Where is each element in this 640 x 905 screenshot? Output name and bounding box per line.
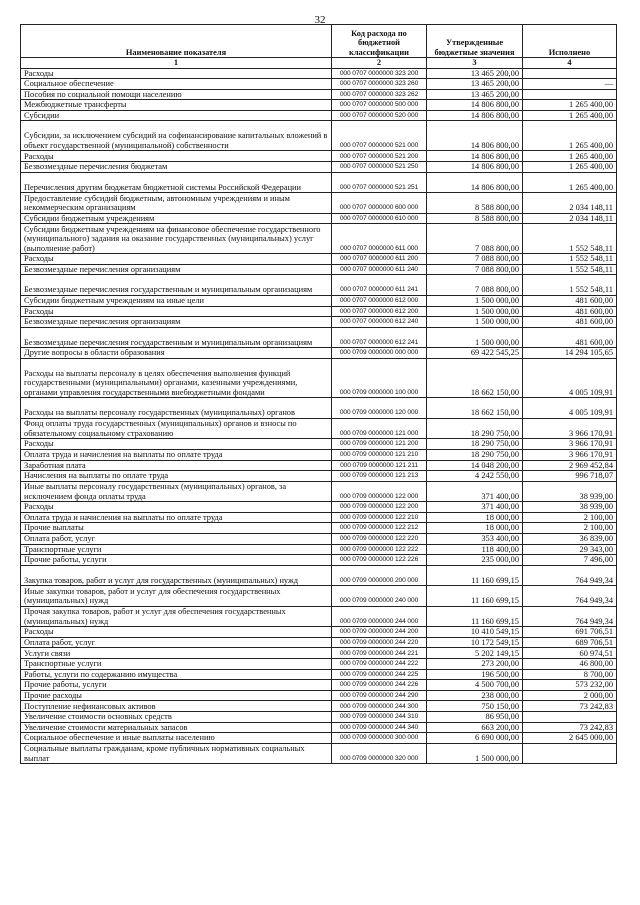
row-executed: 1 265 400,00 [523, 172, 617, 193]
row-code: 000 0707 0000000 612 200 [332, 306, 427, 317]
row-name: Фонд оплаты труда государственных (муниципальных) органов и взносы по обязательному социальному страхованию [21, 418, 332, 439]
row-approved: 196 500,00 [427, 669, 523, 680]
table-row [21, 523, 617, 534]
row-approved: 14 806 800,00 [427, 151, 523, 162]
row-name: Другие вопросы в области образования [21, 348, 332, 359]
row-approved: 86 950,00 [427, 712, 523, 723]
row-approved: 14 806 800,00 [427, 162, 523, 173]
row-executed: 8 700,00 [523, 669, 617, 680]
table-row [21, 439, 617, 450]
row-code: 000 0709 0000000 122 222 [332, 544, 427, 555]
table-row [21, 254, 617, 265]
table-row [21, 722, 617, 733]
row-code: 000 0709 0000000 122 000 [332, 481, 427, 502]
table-row [21, 306, 617, 317]
row-name: Прочая закупка товаров, работ и услуг для обеспечения государственных (муниципальных) нужд [21, 606, 332, 627]
row-name: Субсидии бюджетным учреждениям [21, 213, 332, 224]
row-name: Расходы [21, 439, 332, 450]
table-row [21, 555, 617, 566]
row-name: Расходы [21, 306, 332, 317]
row-approved: 18 000,00 [427, 523, 523, 534]
row-executed: 38 939,00 [523, 502, 617, 513]
row-executed [523, 68, 617, 79]
row-name: Расходы на выплаты персоналу государственных (муниципальных) органов [21, 398, 332, 419]
header-code: Код расхода по бюджетной классификации [332, 25, 427, 58]
row-code: 000 0709 0000000 244 222 [332, 659, 427, 670]
budget-execution-table [20, 24, 617, 764]
table-row [21, 743, 617, 764]
row-name: Оплата труда и начисления на выплаты по оплате труда [21, 512, 332, 523]
row-approved: 13 465 200,00 [427, 89, 523, 100]
row-name: Расходы [21, 627, 332, 638]
table-row [21, 264, 617, 275]
row-name: Субсидии, за исключением субсидий на софинансирование капитальных вложений в объект государственной (муниципальной) собственности [21, 121, 332, 151]
row-name: Транспортные услуги [21, 659, 332, 670]
row-executed: 1 265 400,00 [523, 162, 617, 173]
row-code: 000 0709 0000000 122 200 [332, 502, 427, 513]
row-name: Расходы [21, 68, 332, 79]
row-executed: 1 552 548,11 [523, 275, 617, 296]
table-row [21, 398, 617, 419]
table-row [21, 172, 617, 193]
header-executed: Исполнено [523, 25, 617, 58]
row-executed: 764 949,34 [523, 565, 617, 586]
row-approved: 14 806 800,00 [427, 110, 523, 121]
table-row [21, 317, 617, 328]
row-executed: 1 265 400,00 [523, 100, 617, 111]
table-row [21, 358, 617, 398]
row-code: 000 0709 0000000 244 340 [332, 722, 427, 733]
row-name: Безвозмездные перечисления государственным и муниципальным организациям [21, 327, 332, 348]
row-code: 000 0707 0000000 521 250 [332, 162, 427, 173]
row-code: 000 0707 0000000 610 000 [332, 213, 427, 224]
row-executed [523, 89, 617, 100]
row-executed: 2 034 148,11 [523, 213, 617, 224]
row-name: Поступление нефинансовых активов [21, 701, 332, 712]
table-row [21, 502, 617, 513]
row-executed: 481 600,00 [523, 327, 617, 348]
row-code: 000 0707 0000000 600 000 [332, 193, 427, 214]
row-executed: 7 496,00 [523, 555, 617, 566]
row-name: Социальное обеспечение и иные выплаты населению [21, 733, 332, 744]
row-code: 000 0709 0000000 244 226 [332, 680, 427, 691]
row-name: Увеличение стоимости материальных запасов [21, 722, 332, 733]
row-approved: 371 400,00 [427, 502, 523, 513]
row-name: Расходы [21, 502, 332, 513]
row-code: 000 0709 0000000 244 290 [332, 690, 427, 701]
row-executed: 2 000,00 [523, 690, 617, 701]
row-name: Начисления на выплаты по оплате труда [21, 471, 332, 482]
row-code: 000 0707 0000000 611 000 [332, 224, 427, 254]
table-row [21, 512, 617, 523]
row-code: 000 0709 0000000 244 200 [332, 627, 427, 638]
table-row [21, 110, 617, 121]
row-approved: 14 806 800,00 [427, 100, 523, 111]
table-row [21, 295, 617, 306]
row-code: 000 0707 0000000 323 200 [332, 68, 427, 79]
row-executed [523, 743, 617, 764]
row-approved: 273 200,00 [427, 659, 523, 670]
row-name: Услуги связи [21, 648, 332, 659]
row-approved: 13 465 200,00 [427, 68, 523, 79]
row-code: 000 0707 0000000 323 262 [332, 89, 427, 100]
table-row [21, 565, 617, 586]
row-code: 000 0709 0000000 120 000 [332, 398, 427, 419]
row-code: 000 0709 0000000 121 200 [332, 439, 427, 450]
row-executed: 481 600,00 [523, 317, 617, 328]
row-name: Безвозмездные перечисления бюджетам [21, 162, 332, 173]
row-name: Транспортные услуги [21, 544, 332, 555]
row-approved: 118 400,00 [427, 544, 523, 555]
row-code: 000 0709 0000000 122 210 [332, 512, 427, 523]
table-row [21, 627, 617, 638]
row-approved: 18 662 150,00 [427, 358, 523, 398]
row-name: Субсидии бюджетным учреждениям на финансовое обеспечение государственного (муниципального) задания на оказание государственных (муниципальных) услуг (выполнение работ) [21, 224, 332, 254]
table-row [21, 586, 617, 607]
row-executed: 481 600,00 [523, 295, 617, 306]
table-row [21, 680, 617, 691]
row-executed: 996 718,07 [523, 471, 617, 482]
row-code: 000 0709 0000000 244 300 [332, 701, 427, 712]
column-number: 4 [523, 58, 617, 69]
row-code: 000 0707 0000000 520 000 [332, 110, 427, 121]
row-code: 000 0709 0000000 244 310 [332, 712, 427, 723]
table-row [21, 213, 617, 224]
table-row [21, 89, 617, 100]
row-executed: 3 966 170,91 [523, 449, 617, 460]
row-code: 000 0707 0000000 612 240 [332, 317, 427, 328]
row-executed: — [523, 79, 617, 90]
row-name: Прочие работы, услуги [21, 680, 332, 691]
row-executed: 46 800,00 [523, 659, 617, 670]
table-row [21, 648, 617, 659]
row-executed: 36 839,00 [523, 533, 617, 544]
row-executed: 1 265 400,00 [523, 110, 617, 121]
row-approved: 10 172 549,15 [427, 637, 523, 648]
row-executed: 38 939,00 [523, 481, 617, 502]
row-name: Прочие работы, услуги [21, 555, 332, 566]
row-executed: 1 265 400,00 [523, 121, 617, 151]
row-code: 000 0709 0000000 244 220 [332, 637, 427, 648]
row-name: Увеличение стоимости основных средств [21, 712, 332, 723]
row-approved: 14 806 800,00 [427, 172, 523, 193]
row-approved: 11 160 699,15 [427, 606, 523, 627]
table-row [21, 690, 617, 701]
row-code: 000 0707 0000000 500 000 [332, 100, 427, 111]
table-row [21, 544, 617, 555]
row-approved: 4 500 700,00 [427, 680, 523, 691]
table-row [21, 460, 617, 471]
row-code: 000 0707 0000000 611 240 [332, 264, 427, 275]
table-row [21, 669, 617, 680]
row-approved: 13 465 200,00 [427, 79, 523, 90]
row-name: Социальное обеспечение [21, 79, 332, 90]
row-approved: 6 690 000,00 [427, 733, 523, 744]
row-approved: 18 290 750,00 [427, 439, 523, 450]
row-approved: 18 290 750,00 [427, 418, 523, 439]
row-code: 000 0707 0000000 521 200 [332, 151, 427, 162]
row-approved: 7 088 800,00 [427, 224, 523, 254]
row-approved: 11 160 699,15 [427, 586, 523, 607]
row-code: 000 0709 0000000 122 226 [332, 555, 427, 566]
row-code: 000 0709 0000000 320 000 [332, 743, 427, 764]
row-name: Прочие выплаты [21, 523, 332, 534]
row-approved: 69 422 545,25 [427, 348, 523, 359]
table-row [21, 162, 617, 173]
row-executed: 1 552 548,11 [523, 224, 617, 254]
row-name: Закупка товаров, работ и услуг для государственных (муниципальных) нужд [21, 565, 332, 586]
row-approved: 14 806 800,00 [427, 121, 523, 151]
row-executed: 1 552 548,11 [523, 264, 617, 275]
row-executed: 689 706,51 [523, 637, 617, 648]
table-row [21, 449, 617, 460]
row-name: Субсидии бюджетным учреждениям на иные цели [21, 295, 332, 306]
table-row [21, 68, 617, 79]
table-row [21, 100, 617, 111]
row-approved: 1 500 000,00 [427, 743, 523, 764]
row-code: 000 0709 0000000 244 225 [332, 669, 427, 680]
row-name: Социальные выплаты гражданам, кроме публичных нормативных социальных выплат [21, 743, 332, 764]
row-approved: 11 160 699,15 [427, 565, 523, 586]
row-name: Расходы [21, 151, 332, 162]
row-name: Оплата работ, услуг [21, 637, 332, 648]
row-executed: 1 265 400,00 [523, 151, 617, 162]
row-approved: 663 200,00 [427, 722, 523, 733]
row-name: Предоставление субсидий бюджетным, автономным учреждениям и иным некоммерческим организациям [21, 193, 332, 214]
table-row [21, 471, 617, 482]
row-approved: 4 242 550,00 [427, 471, 523, 482]
row-approved: 8 588 800,00 [427, 193, 523, 214]
row-approved: 1 500 000,00 [427, 295, 523, 306]
table-row [21, 659, 617, 670]
row-executed: 3 966 170,91 [523, 439, 617, 450]
row-approved: 7 088 800,00 [427, 254, 523, 265]
row-code: 000 0709 0000000 121 000 [332, 418, 427, 439]
row-code: 000 0709 0000000 122 220 [332, 533, 427, 544]
row-executed: 2 969 452,84 [523, 460, 617, 471]
table-row [21, 275, 617, 296]
table-row [21, 193, 617, 214]
row-executed: 73 242,83 [523, 701, 617, 712]
row-approved: 7 088 800,00 [427, 264, 523, 275]
row-approved: 750 150,00 [427, 701, 523, 712]
row-code: 000 0707 0000000 611 200 [332, 254, 427, 265]
row-executed: 764 949,34 [523, 606, 617, 627]
row-approved: 353 400,00 [427, 533, 523, 544]
header-approved: Утвержденные бюджетные значения [427, 25, 523, 58]
row-executed: 2 100,00 [523, 512, 617, 523]
table-row [21, 712, 617, 723]
table-row [21, 701, 617, 712]
row-executed: 4 005 109,91 [523, 398, 617, 419]
table-row [21, 348, 617, 359]
row-name: Оплата труда и начисления на выплаты по оплате труда [21, 449, 332, 460]
row-name: Перечисления другим бюджетам бюджетной системы Российской Федерации [21, 172, 332, 193]
table-row [21, 327, 617, 348]
row-name: Иные закупки товаров, работ и услуг для обеспечения государственных (муниципальных) нужд [21, 586, 332, 607]
row-name: Безвозмездные перечисления организациям [21, 264, 332, 275]
row-approved: 18 290 750,00 [427, 449, 523, 460]
row-executed: 764 949,34 [523, 586, 617, 607]
row-approved: 5 202 149,15 [427, 648, 523, 659]
row-executed: 481 600,00 [523, 306, 617, 317]
table-row [21, 151, 617, 162]
table-row [21, 418, 617, 439]
row-code: 000 0709 0000000 121 213 [332, 471, 427, 482]
row-code: 000 0709 0000000 000 000 [332, 348, 427, 359]
row-code: 000 0709 0000000 200 000 [332, 565, 427, 586]
row-name: Пособия по социальной помощи населению [21, 89, 332, 100]
column-number: 3 [427, 58, 523, 69]
table-row [21, 533, 617, 544]
row-code: 000 0709 0000000 244 221 [332, 648, 427, 659]
row-approved: 1 500 000,00 [427, 317, 523, 328]
header-name: Наименование показателя [21, 25, 332, 58]
row-executed: 29 343,00 [523, 544, 617, 555]
row-approved: 238 000,00 [427, 690, 523, 701]
row-approved: 7 088 800,00 [427, 275, 523, 296]
table-row [21, 224, 617, 254]
row-approved: 18 000,00 [427, 512, 523, 523]
row-executed: 2 645 000,00 [523, 733, 617, 744]
column-number-row [21, 58, 617, 69]
row-name: Межбюджетные трансферты [21, 100, 332, 111]
row-approved: 1 500 000,00 [427, 306, 523, 317]
column-number: 2 [332, 58, 427, 69]
row-name: Расходы [21, 254, 332, 265]
row-approved: 8 588 800,00 [427, 213, 523, 224]
row-executed: 1 552 548,11 [523, 254, 617, 265]
row-code: 000 0707 0000000 612 241 [332, 327, 427, 348]
row-name: Безвозмездные перечисления государственным и муниципальным организациям [21, 275, 332, 296]
table-row [21, 121, 617, 151]
table-row [21, 606, 617, 627]
row-approved: 1 500 000,00 [427, 327, 523, 348]
row-executed: 14 294 105,65 [523, 348, 617, 359]
row-approved: 371 400,00 [427, 481, 523, 502]
row-code: 000 0709 0000000 244 000 [332, 606, 427, 627]
row-name: Оплата работ, услуг [21, 533, 332, 544]
page-number: 32 [314, 14, 326, 26]
row-name: Иные выплаты персоналу государственных (муниципальных) органов, за исключением фонда оплаты труда [21, 481, 332, 502]
row-code: 000 0707 0000000 612 000 [332, 295, 427, 306]
row-code: 000 0707 0000000 521 251 [332, 172, 427, 193]
table-row [21, 79, 617, 90]
row-name: Прочие расходы [21, 690, 332, 701]
row-executed: 3 966 170,91 [523, 418, 617, 439]
row-code: 000 0709 0000000 240 000 [332, 586, 427, 607]
row-executed: 2 100,00 [523, 523, 617, 534]
row-code: 000 0707 0000000 521 000 [332, 121, 427, 151]
table-row [21, 637, 617, 648]
row-name: Субсидии [21, 110, 332, 121]
row-executed: 73 242,83 [523, 722, 617, 733]
table-row [21, 733, 617, 744]
row-code: 000 0709 0000000 122 212 [332, 523, 427, 534]
row-executed: 2 034 148,11 [523, 193, 617, 214]
row-name: Заработная плата [21, 460, 332, 471]
row-executed [523, 712, 617, 723]
row-approved: 235 000,00 [427, 555, 523, 566]
row-code: 000 0709 0000000 121 211 [332, 460, 427, 471]
row-approved: 18 662 150,00 [427, 398, 523, 419]
row-code: 000 0709 0000000 300 000 [332, 733, 427, 744]
row-name: Безвозмездные перечисления организациям [21, 317, 332, 328]
table-header-row [21, 25, 617, 58]
table-row [21, 481, 617, 502]
row-code: 000 0707 0000000 611 241 [332, 275, 427, 296]
column-number: 1 [21, 58, 332, 69]
row-code: 000 0709 0000000 100 000 [332, 358, 427, 398]
row-executed: 4 005 109,91 [523, 358, 617, 398]
row-name: Расходы на выплаты персоналу в целях обеспечения выполнения функций государственными (муниципальными) органами, казенными учреждениями, органами управления государственными внебюджетными фондами [21, 358, 332, 398]
row-executed: 60 974,51 [523, 648, 617, 659]
row-code: 000 0707 0000000 323 260 [332, 79, 427, 90]
row-executed: 573 232,00 [523, 680, 617, 691]
row-approved: 14 048 200,00 [427, 460, 523, 471]
row-approved: 10 410 549,15 [427, 627, 523, 638]
row-name: Работы, услуги по содержанию имущества [21, 669, 332, 680]
row-code: 000 0709 0000000 121 210 [332, 449, 427, 460]
row-executed: 691 706,51 [523, 627, 617, 638]
